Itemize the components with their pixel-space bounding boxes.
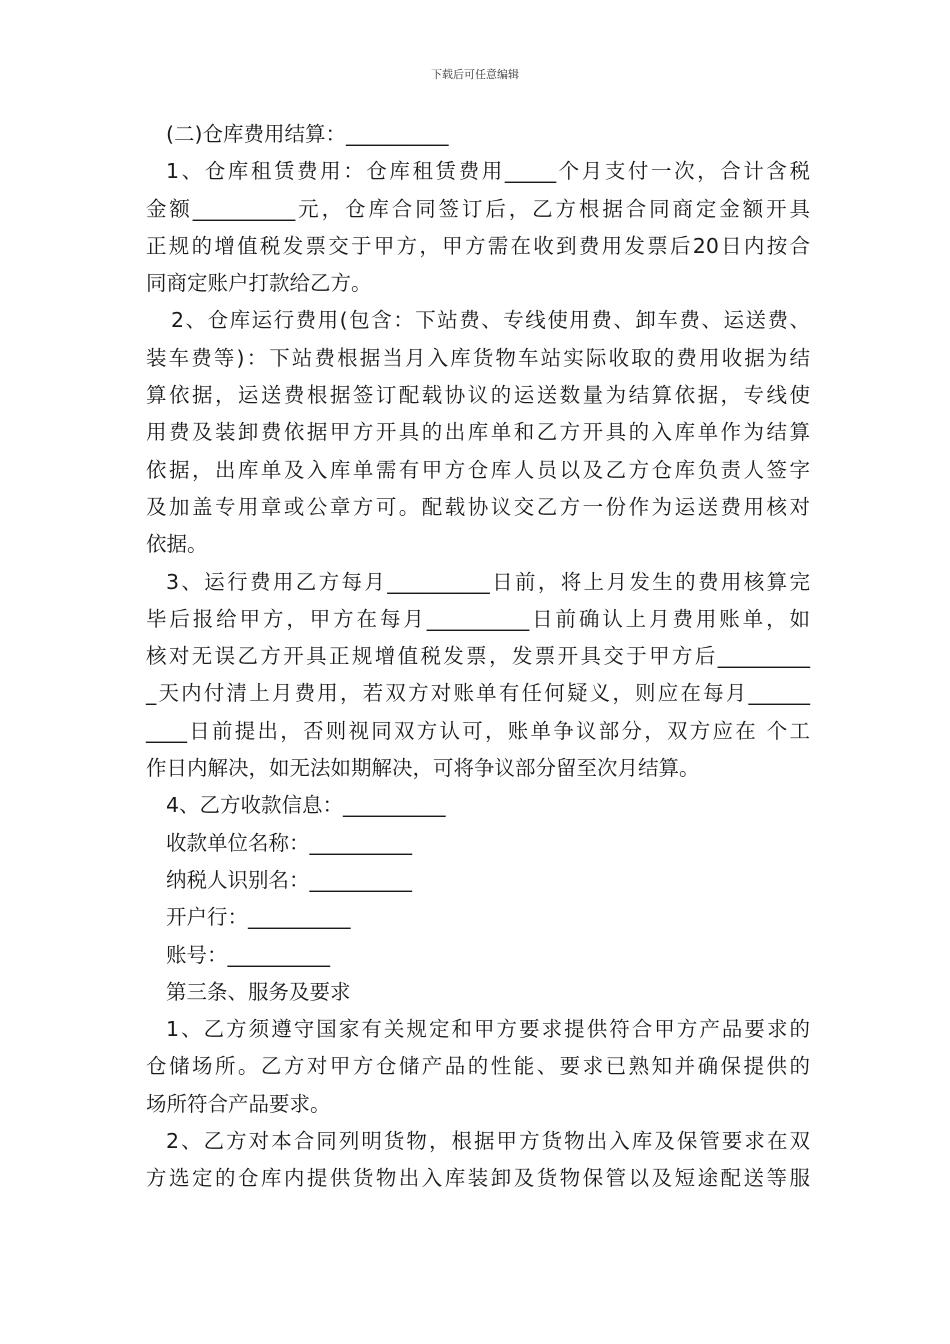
document-body <box>146 116 810 1198</box>
paragraph-line: 算依据，运送费根据签订配载协议的运送数量为结算依据，专线使 <box>146 383 810 408</box>
taxpayer-id-field: 纳税人识别名：__________ <box>166 867 412 892</box>
paragraph-line: 装车费等)：下站费根据当月入库货物车站实际收取的费用收据为结 <box>146 345 810 370</box>
paragraph-line: 金额__________元，仓库合同签订后，乙方根据合同商定金额开具 <box>146 196 810 221</box>
account-number-field: 账号：__________ <box>166 942 330 967</box>
bank-field: 开户行：__________ <box>166 905 351 930</box>
paragraph-line: 1、乙方须遵守国家有关规定和甲方要求提供符合甲方产品要求的 <box>166 1017 810 1042</box>
payment-info-heading: 4、乙方收款信息：__________ <box>166 793 446 818</box>
paragraph-line: 1、仓库租赁费用：仓库租赁费用_____个月支付一次，合计含税 <box>166 159 810 184</box>
paragraph-line: 及加盖专用章或公章方可。配载协议交乙方一份作为运送费用核对 <box>146 494 810 519</box>
paragraph-line: 3、运行费用乙方每月__________日前，将上月发生的费用核算完 <box>166 569 810 594</box>
payee-name-field: 收款单位名称：__________ <box>166 830 412 855</box>
article-heading: 第三条、服务及要求 <box>166 979 351 1004</box>
paragraph-line: 方选定的仓库内提供货物出入库装卸及货物保管以及短途配送等服 <box>146 1166 810 1191</box>
paragraph-line: 用费及装卸费依据甲方开具的出库单和乙方开具的入库单作为结算 <box>146 420 810 445</box>
paragraph-line: 场所符合产品要求。 <box>146 1091 331 1116</box>
paragraph-line: ____日前提出，否则视同双方认可，账单争议部分，双方应在 个工 <box>146 718 810 743</box>
paragraph-line: 作日内解决，如无法如期解决，可将争议部分留至次月结算。 <box>146 756 700 781</box>
paragraph-line: _天内付清上月费用，若双方对账单有任何疑义，则应在每月______ <box>146 681 810 706</box>
paragraph-line: 仓储场所。乙方对甲方仓储产品的性能、要求已熟知并确保提供的 <box>146 1054 810 1079</box>
paragraph-line: 核对无误乙方开具正规增值税发票，发票开具交于甲方后_________ <box>146 644 810 669</box>
page-header: 下载后可任意编辑 <box>431 68 519 81</box>
section-heading: (二)仓库费用结算：__________ <box>166 122 449 146</box>
paragraph-line: 正规的增值税发票交于甲方，甲方需在收到费用发票后20日内按合 <box>146 233 810 258</box>
paragraph-line: 2、乙方对本合同列明货物，根据甲方货物出入库及保管要求在双 <box>166 1129 810 1154</box>
paragraph-line: 依据，出库单及入库单需有甲方仓库人员以及乙方仓库负责人签字 <box>146 457 810 482</box>
paragraph-line: 依据。 <box>146 532 208 557</box>
paragraph-line: 毕后报给甲方，甲方在每月__________日前确认上月费用账单，如 <box>146 606 810 631</box>
paragraph-line: 2、仓库运行费用(包含：下站费、专线使用费、卸车费、运送费、 <box>171 308 810 333</box>
paragraph-line: 同商定账户打款给乙方。 <box>146 271 372 296</box>
